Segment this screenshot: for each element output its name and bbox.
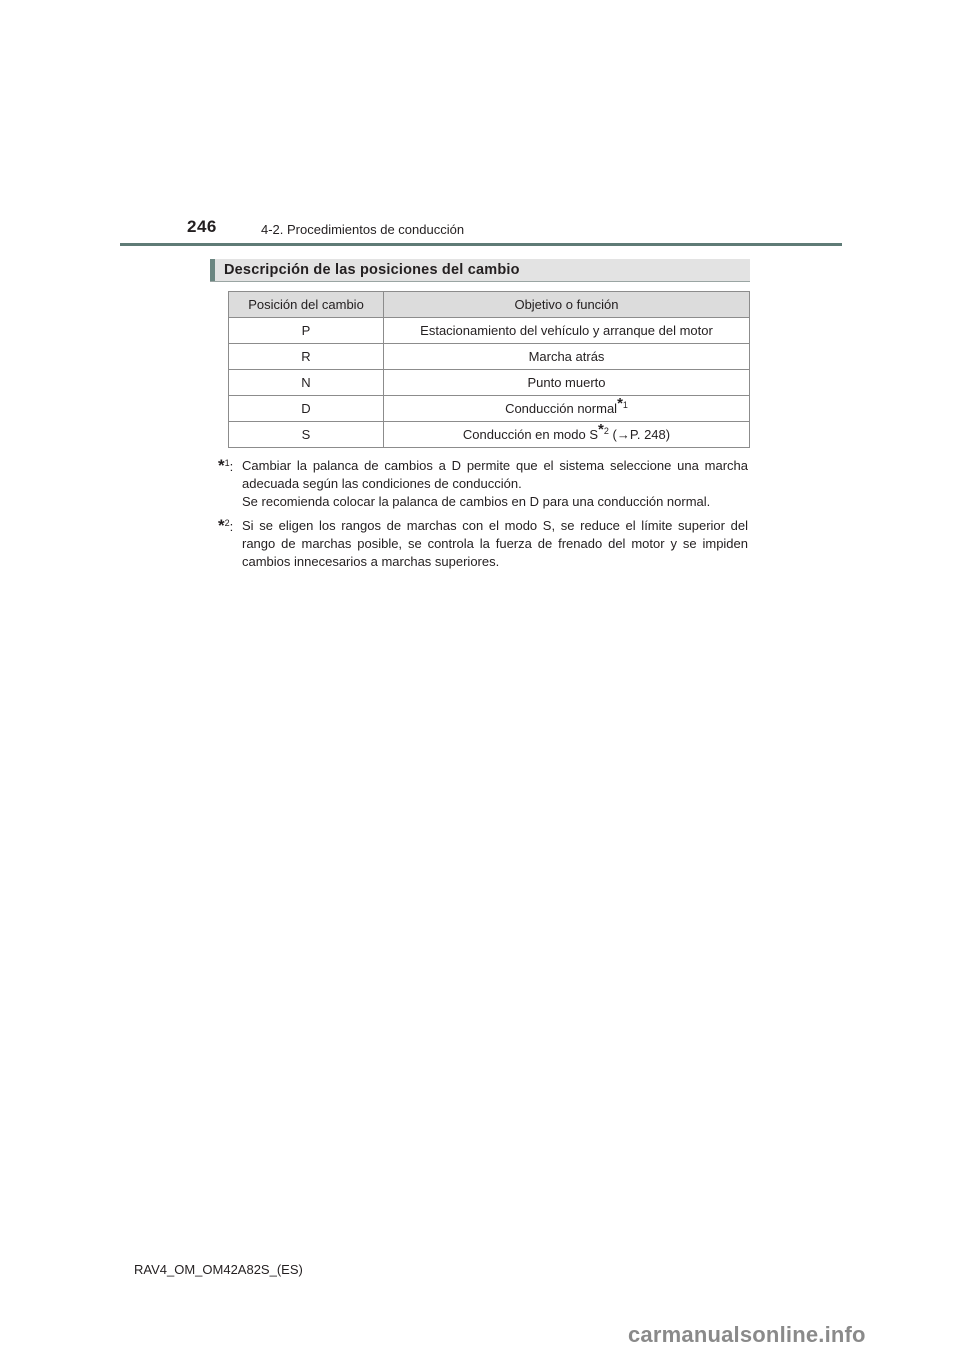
table-row xyxy=(229,370,750,396)
table-row xyxy=(229,422,750,448)
table-header-row xyxy=(229,292,750,318)
watermark: carmanualsonline.info xyxy=(628,1322,866,1347)
footnote-1-text-line: Se recomienda colocar la palanca de cambios en D para una conducción normal. xyxy=(242,494,711,509)
footnote-2 xyxy=(218,517,748,571)
running-head: 4-2. Procedimientos de conducción xyxy=(261,222,465,237)
footnote-1-marker xyxy=(218,457,233,476)
column-header-function: Objetivo o función xyxy=(384,292,750,318)
footnote-ref: 1 xyxy=(622,400,628,410)
function-cell: Estacionamiento del vehículo y arranque del motor xyxy=(384,318,750,344)
footnote-star: * xyxy=(598,421,604,438)
paren-open: ( xyxy=(608,427,617,442)
footnote-1 xyxy=(218,457,748,511)
position-cell: N xyxy=(229,370,384,396)
function-text: Conducción en modo S xyxy=(462,427,599,442)
page-reference-link[interactable]: P. 248) xyxy=(629,427,671,442)
header-rule xyxy=(120,243,842,246)
column-header-position: Posición del cambio xyxy=(229,292,384,318)
position-cell: D xyxy=(229,396,384,422)
footnote-ref: 2 xyxy=(224,518,230,528)
function-cell: Marcha atrás xyxy=(384,344,750,370)
footnote-marker xyxy=(598,421,609,438)
footnote-ref: 1 xyxy=(224,458,230,468)
footnote-marker xyxy=(617,395,628,412)
arrow-icon: → xyxy=(616,427,630,442)
footnote-2-text-line: Si se eligen los rangos de marchas con el modo S, se reduce el límite superior del rango de marchas posible, se controla la fuerza de frenado del motor y se impiden cambios innecesarios a marchas superiores. xyxy=(242,518,748,569)
footnote-colon: : xyxy=(229,459,234,474)
table-row xyxy=(229,396,750,422)
function-cell: Punto muerto xyxy=(384,370,750,396)
function-cell xyxy=(384,422,750,448)
footnote-colon: : xyxy=(229,519,234,534)
footnotes xyxy=(218,457,748,577)
footnote-star: * xyxy=(218,456,225,475)
section-heading xyxy=(210,259,750,282)
footnote-star: * xyxy=(617,395,623,412)
section-title: Descripción de las posiciones del cambio xyxy=(224,262,520,278)
function-cell xyxy=(384,396,750,422)
table-row xyxy=(229,344,750,370)
position-cell: S xyxy=(229,422,384,448)
position-cell: R xyxy=(229,344,384,370)
footnote-ref: 2 xyxy=(603,426,609,436)
footnote-1-text-line: Cambiar la palanca de cambios a D permite que el sistema seleccione una marcha adecuada según las condiciones de conducción. xyxy=(242,458,748,491)
position-cell: P xyxy=(229,318,384,344)
shift-positions-table xyxy=(228,291,750,448)
footer-document-code: RAV4_OM_OM42A82S_(ES) xyxy=(134,1262,303,1277)
table-row xyxy=(229,318,750,344)
section-heading-bar xyxy=(210,259,215,281)
function-text: Conducción normal xyxy=(505,401,618,416)
footnote-2-marker xyxy=(218,517,233,536)
footnote-star: * xyxy=(218,516,225,535)
page-number: 246 xyxy=(187,217,217,236)
